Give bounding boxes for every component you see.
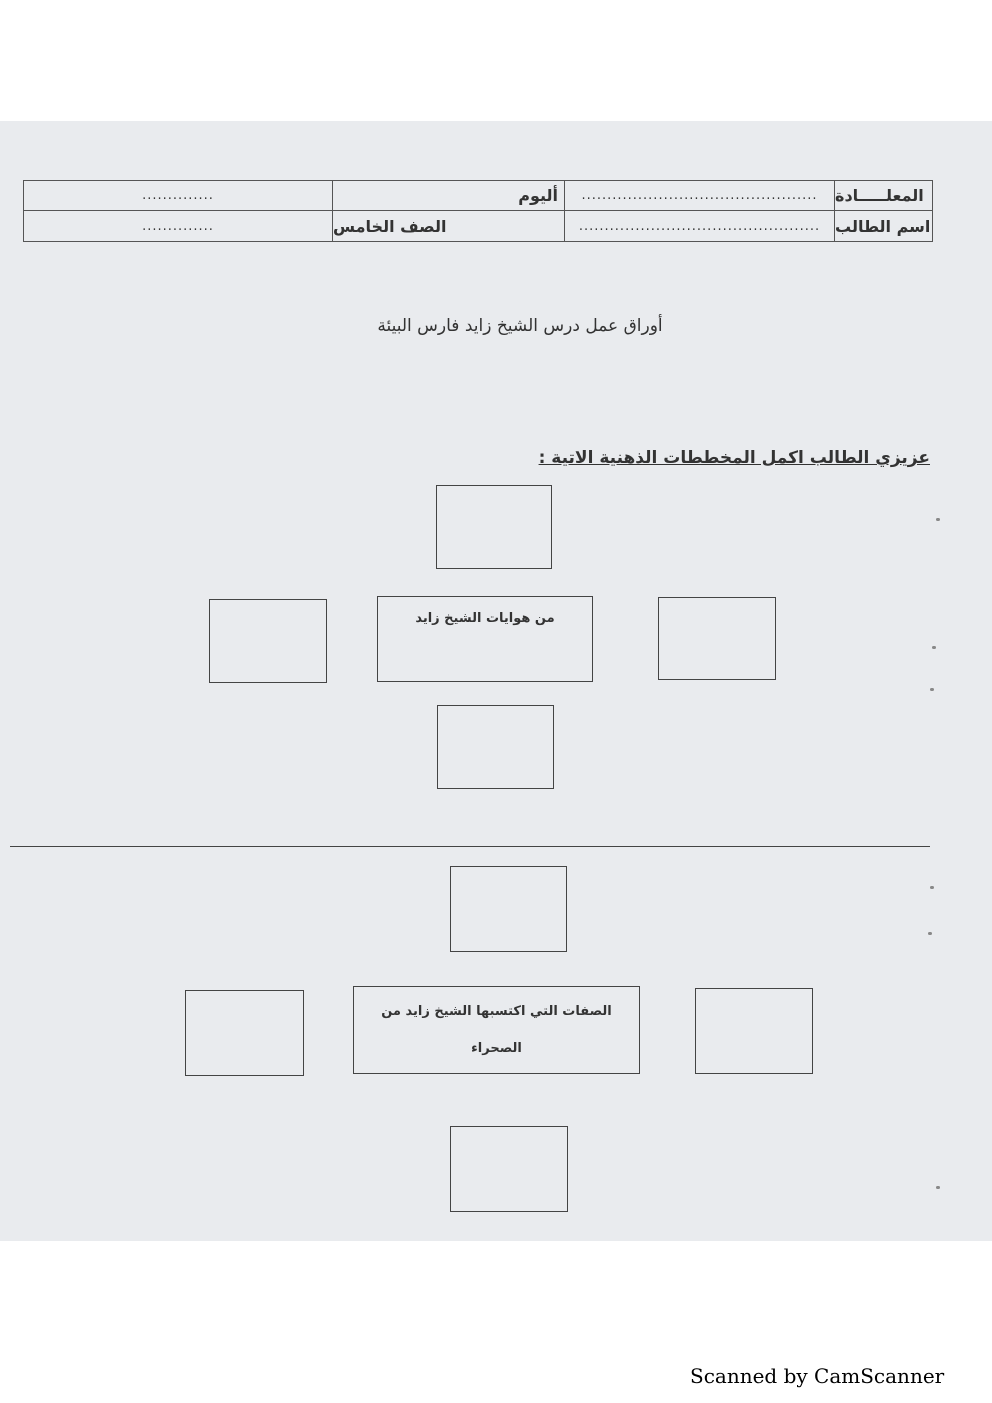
answer-box-top[interactable] — [450, 866, 567, 952]
day-label: أليوم — [518, 186, 558, 205]
center-label-line1: الصفات التي اكتسبها الشيخ زايد من — [381, 1004, 612, 1019]
answer-box-bottom[interactable] — [450, 1126, 568, 1212]
answer-box-left[interactable] — [209, 599, 327, 683]
answer-box-right[interactable] — [658, 597, 776, 680]
answer-box-top[interactable] — [436, 485, 552, 569]
center-label-line2: الصحراء — [471, 1041, 522, 1056]
worksheet-title: أوراق عمل درس الشيخ زايد فارس البيئة — [377, 316, 663, 336]
grade-label: الصف الخامس — [333, 217, 447, 236]
scan-speck — [932, 646, 936, 649]
answer-box-bottom[interactable] — [437, 705, 554, 789]
student-name-field[interactable]: ............................................... — [578, 219, 821, 234]
grade-field[interactable]: .............. — [142, 219, 214, 234]
header-table — [23, 180, 933, 242]
center-label: من هوايات الشيخ زايد — [415, 611, 555, 626]
scan-speck — [936, 518, 940, 521]
scan-speck — [930, 886, 934, 889]
mindmap-center-desert-traits — [353, 986, 640, 1074]
teacher-field[interactable]: .............................................. — [581, 188, 818, 203]
teacher-label: المعلـــــادة — [835, 186, 924, 205]
scanner-watermark: Scanned by CamScanner — [690, 1364, 945, 1388]
instruction-text: عزيزي الطالب اكمل المخططات الذهنية الاتية : — [538, 448, 930, 468]
scan-speck — [936, 1186, 940, 1189]
student-name-label: اسم الطالب — [835, 217, 931, 236]
day-field[interactable]: .............. — [142, 188, 214, 203]
section-divider — [10, 846, 930, 847]
scan-speck — [930, 688, 934, 691]
answer-box-left[interactable] — [185, 990, 304, 1076]
answer-box-right[interactable] — [695, 988, 813, 1074]
mindmap-center-hobbies — [377, 596, 593, 682]
scan-speck — [928, 932, 932, 935]
